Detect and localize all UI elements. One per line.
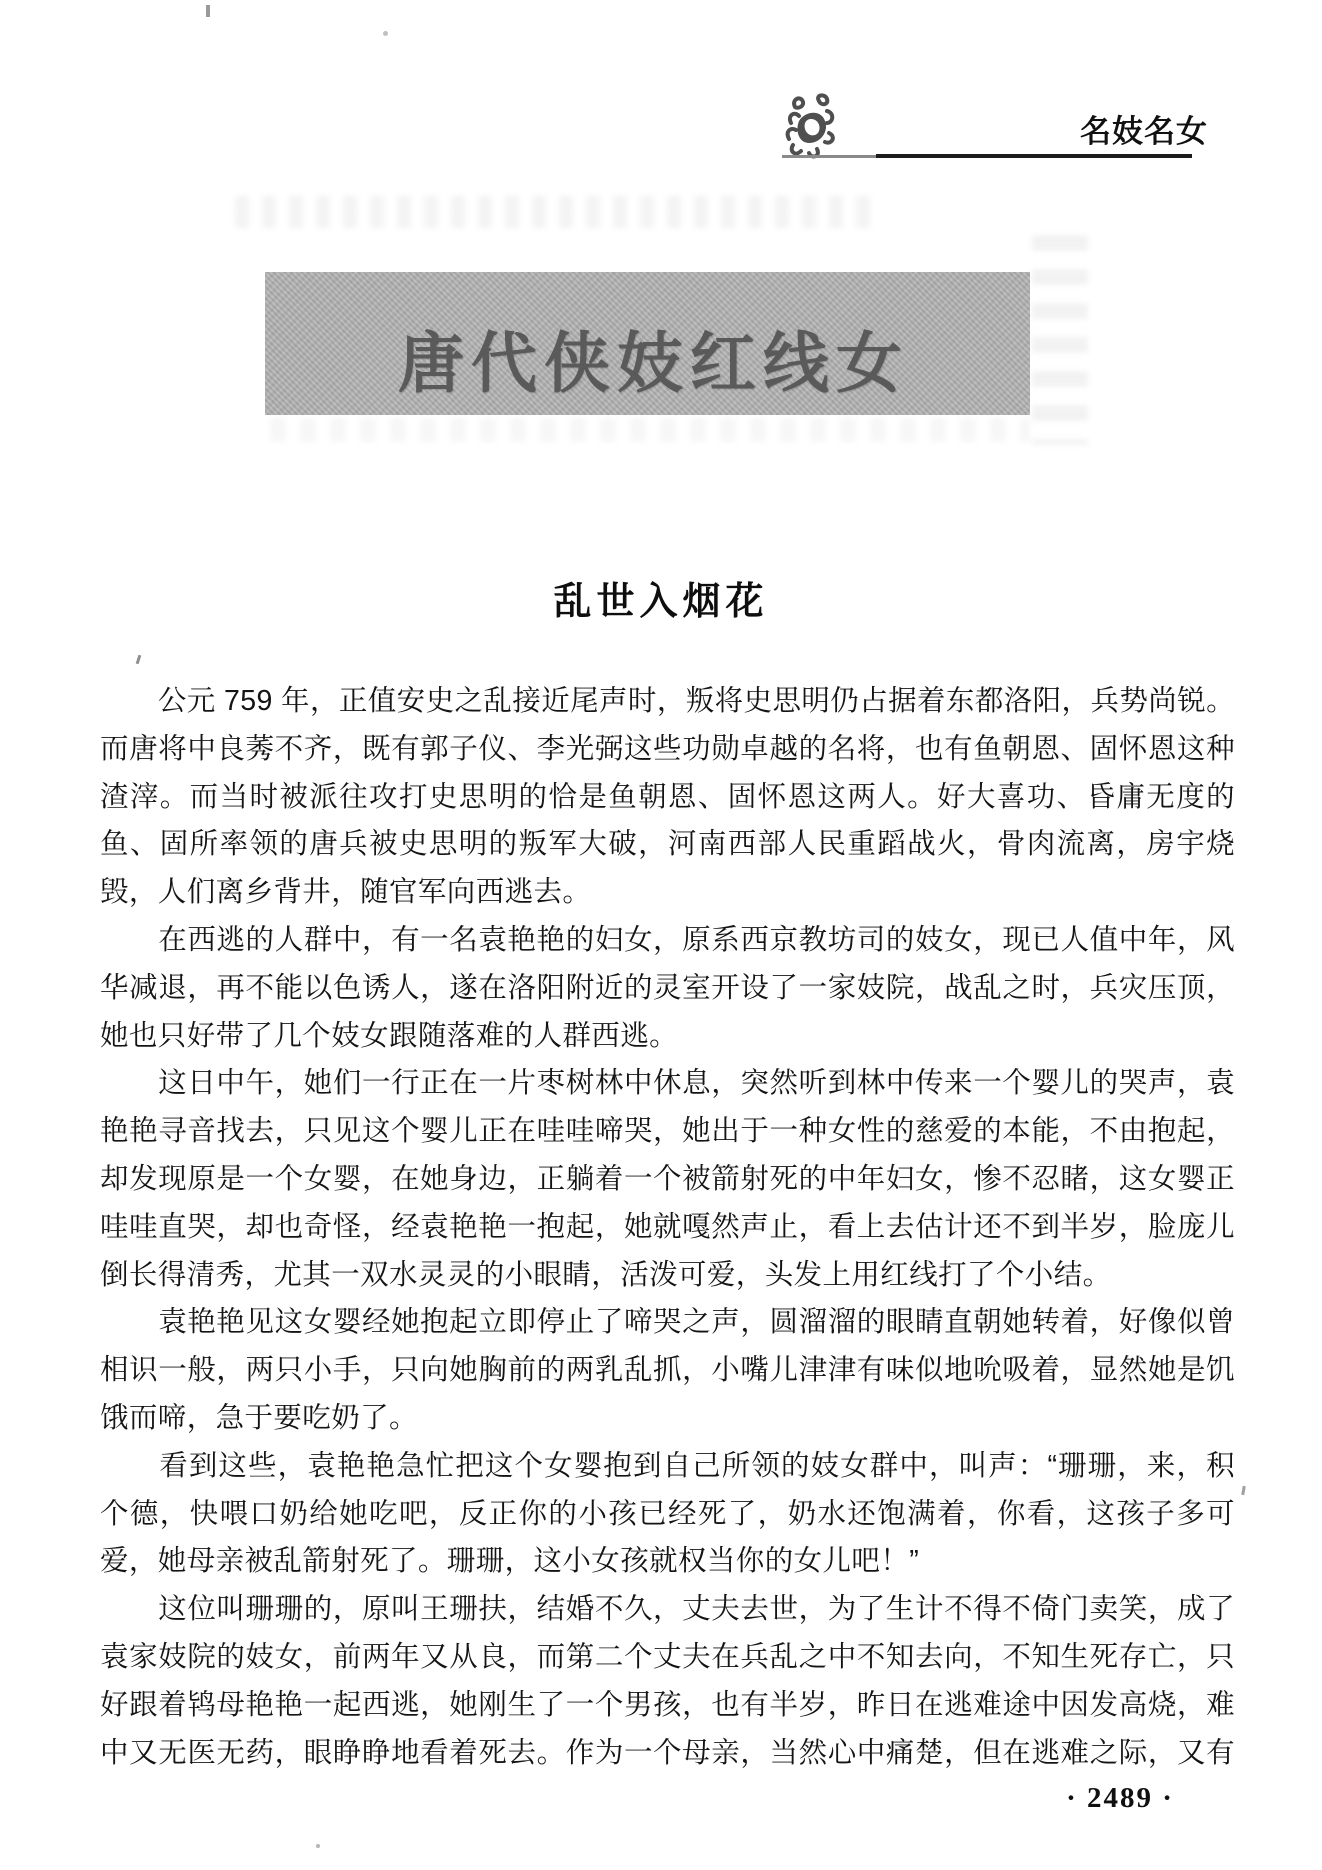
text-line: 倒长得清秀，尤其一双水灵灵的小眼睛，活泼可爱，头发上用红线打了个小结。 xyxy=(100,1258,1112,1291)
chapter-title-banner xyxy=(265,272,1030,415)
text-line: 渣滓。而当时被派往攻打史思明的恰是鱼朝恩、固怀恩这两人。好大喜功、昏庸无度的 xyxy=(100,780,1235,813)
text-line: 鱼、固所率领的唐兵被史思明的叛军大破，河南西部人民重蹈战火，骨肉流离，房宇烧 xyxy=(100,828,1235,861)
header-rule xyxy=(876,154,1192,158)
text-line: 在西逃的人群中，有一名袁艳艳的妇女，原系西京教坊司的妓女，现已人值中年，风 xyxy=(100,923,1235,956)
bleedthrough-smudge xyxy=(270,418,1030,442)
scan-speck xyxy=(1241,1486,1246,1495)
section-heading: 乱世入烟花 xyxy=(553,581,769,623)
text-line: 袁家妓院的妓女，前两年又从良，而第二个丈夫在兵乱之中不知去向，不知生死存亡，只 xyxy=(100,1640,1235,1673)
text-line: 爱，她母亲被乱箭射死了。珊珊，这小女孩就权当你的女儿吧！” xyxy=(100,1545,920,1578)
bleedthrough-smudge xyxy=(235,196,875,228)
bleedthrough-smudge xyxy=(1032,235,1088,445)
scan-speck xyxy=(136,655,142,664)
text-line: 却发现原是一个女婴，在她身边，正躺着一个被箭射死的中年妇女，惨不忍睹，这女婴正 xyxy=(100,1162,1235,1195)
scan-speck xyxy=(383,31,388,36)
text-line: 袁艳艳见这女婴经她抱起立即停止了啼哭之声，圆溜溜的眼睛直朝她转着，好像似曾 xyxy=(100,1306,1235,1339)
text-line: 她也只好带了几个妓女跟随落难的人群西逃。 xyxy=(100,1019,679,1052)
body-text xyxy=(100,678,1235,1777)
dragon-ornament-icon xyxy=(781,93,839,159)
text-line: 看到这些，袁艳艳急忙把这个女婴抱到自己所领的妓女群中，叫声：“珊珊，来，积 xyxy=(100,1449,1235,1482)
text-line: 毁，人们离乡背井，随官军向西逃去。 xyxy=(100,876,592,909)
scan-speck xyxy=(316,1844,320,1848)
text-line: 饿而啼，急于要吃奶了。 xyxy=(100,1401,418,1434)
header-rule-gray xyxy=(782,155,882,158)
text-line: 华减退，再不能以色诱人，遂在洛阳附近的灵室开设了一家妓院，战乱之时，兵灾压顶， xyxy=(100,971,1235,1004)
text-line: 这位叫珊珊的，原叫王珊扶，结婚不久，丈夫去世，为了生计不得不倚门卖笑，成了 xyxy=(100,1593,1235,1626)
text-line: 好跟着鸨母艳艳一起西逃，她刚生了一个男孩，也有半岁，昨日在逃难途中因发高烧，难 xyxy=(100,1688,1235,1721)
text-line: 中又无医无药，眼睁睁地看着死去。作为一个母亲，当然心中痛楚，但在逃难之际，又有 xyxy=(100,1736,1235,1769)
page-number: · 2489 · xyxy=(1066,1782,1174,1814)
text-line: 艳艳寻音找去，只见这个婴儿正在哇哇啼哭，她出于一种女性的慈爱的本能，不由抱起， xyxy=(100,1115,1235,1148)
text-line: 相识一般，两只小手，只向她胸前的两乳乱抓，小嘴儿津津有味似地吮吸着，显然她是饥 xyxy=(100,1354,1235,1387)
scan-speck xyxy=(206,5,210,17)
text-line: 个德，快喂口奶给她吃吧，反正你的小孩已经死了，奶水还饱满着，你看，这孩子多可 xyxy=(100,1497,1235,1530)
text-line: 公元 759 年，正值安史之乱接近尾声时，叛将史思明仍占据着东都洛阳，兵势尚锐。 xyxy=(100,685,1235,717)
text-line: 而唐将中良莠不齐，既有郭子仪、李光弼这些功勋卓越的名将，也有鱼朝恩、固怀恩这种 xyxy=(100,732,1235,765)
chapter-title: 唐代侠妓红线女 xyxy=(398,326,909,400)
text-line: 这日中午，她们一行正在一片枣树林中休息，突然听到林中传来一个婴儿的哭声，袁 xyxy=(100,1067,1235,1100)
running-head-title: 名妓名女 xyxy=(1080,114,1208,149)
text-line: 哇哇直哭，却也奇怪，经袁艳艳一抱起，她就嘎然声止，看上去估计还不到半岁，脸庞儿 xyxy=(100,1210,1235,1243)
